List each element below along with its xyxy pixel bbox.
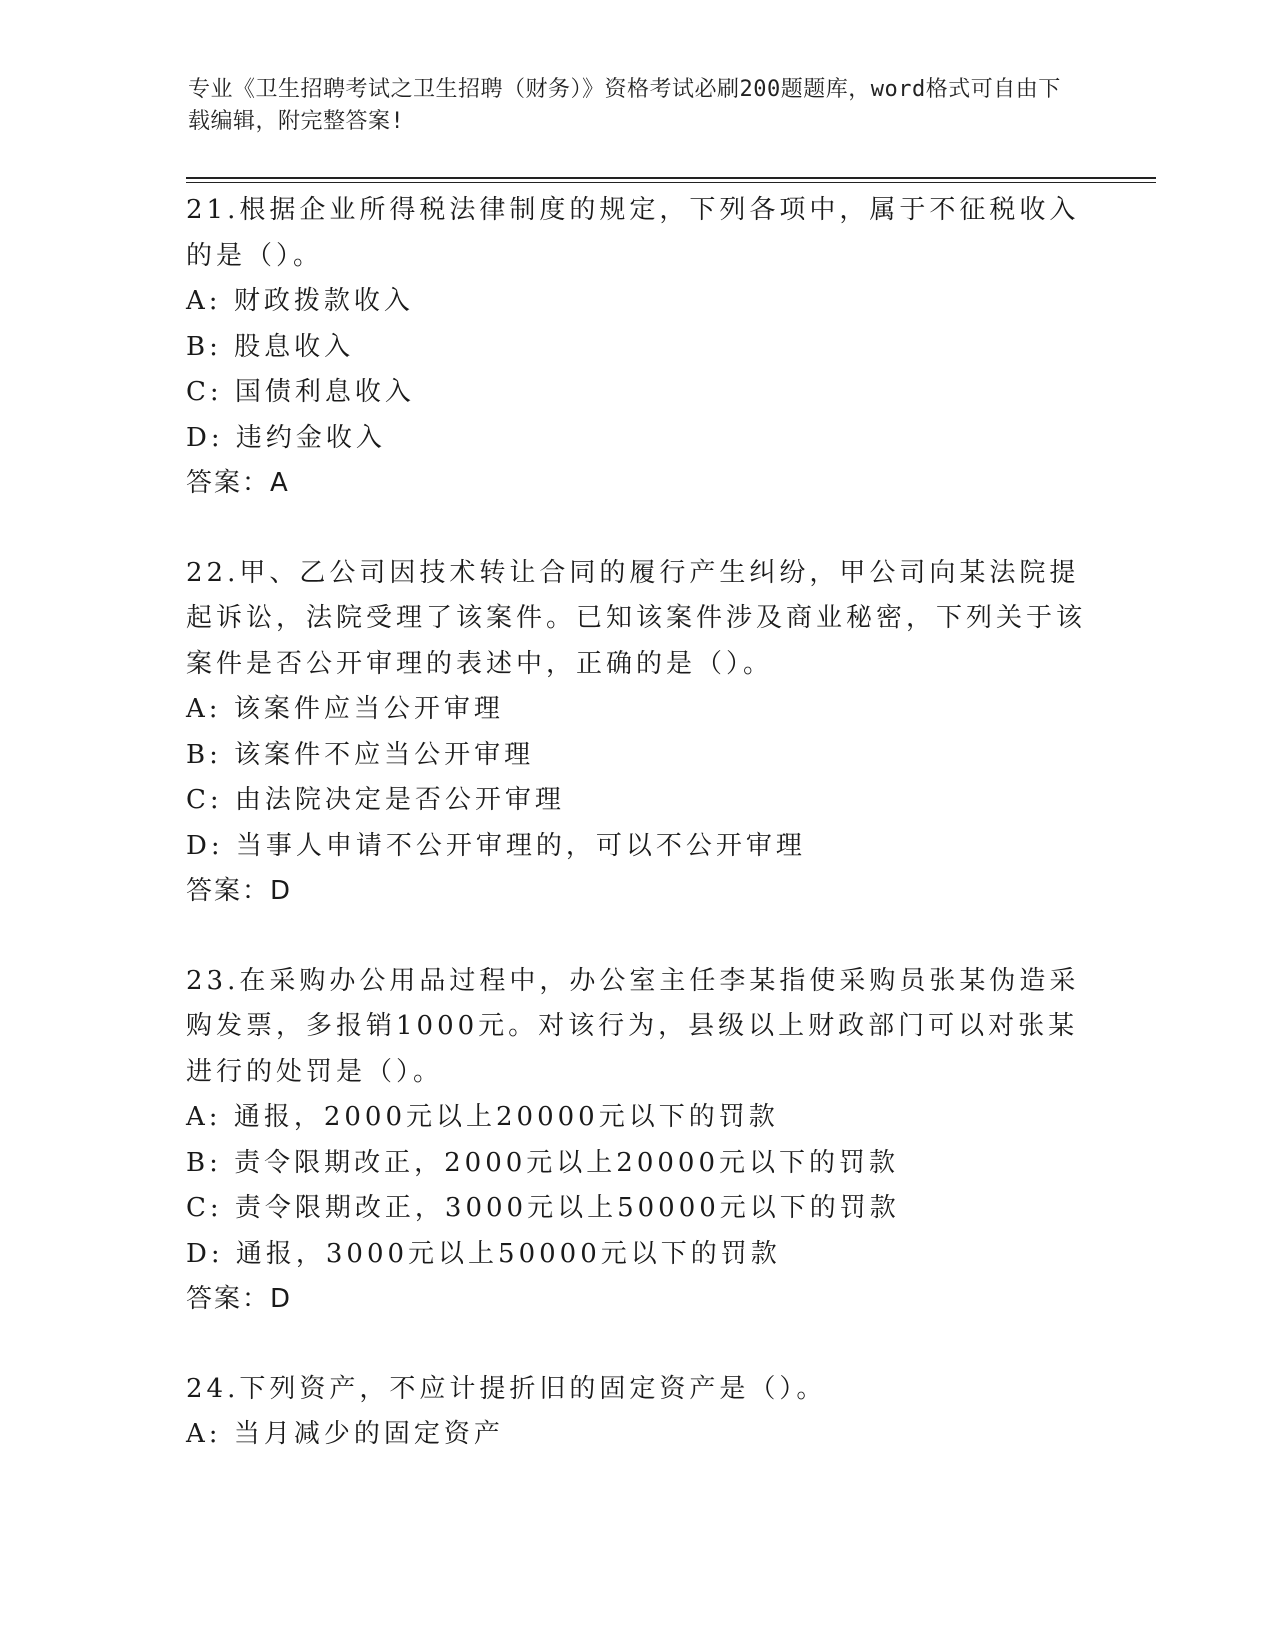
question-number: 22.	[186, 557, 240, 588]
option-text: 财政拨款收入	[233, 286, 414, 316]
answer-value: D	[270, 876, 293, 906]
option-c	[186, 1186, 1086, 1232]
question-text: 下列资产，不应计提折旧的固定资产是（）。	[239, 1373, 827, 1404]
option-key: B:	[186, 331, 222, 362]
option-c	[186, 370, 1086, 416]
option-a	[186, 687, 1086, 733]
question-stem	[186, 188, 1086, 279]
option-text: 由法院决定是否公开审理	[234, 785, 565, 815]
answer-line	[186, 1277, 1086, 1323]
question-stem	[186, 1367, 1086, 1413]
option-d	[186, 824, 1086, 870]
question-stem	[186, 959, 1086, 1096]
option-key: A:	[186, 694, 222, 724]
option-key: D:	[186, 422, 224, 453]
option-text: 当事人申请不公开审理的，可以不公开审理	[235, 830, 806, 861]
option-key: A:	[186, 286, 222, 316]
question-number: 21.	[186, 195, 240, 225]
option-text: 国债利息收入	[234, 377, 415, 407]
option-key: D:	[186, 830, 224, 861]
option-text: 当月减少的固定资产	[233, 1419, 504, 1449]
option-text: 违约金收入	[235, 422, 386, 453]
option-a	[186, 279, 1086, 325]
answer-value: D	[270, 1284, 293, 1314]
option-b	[186, 733, 1086, 779]
option-text: 该案件不应当公开审理	[234, 739, 535, 770]
header-divider-thin	[186, 182, 1156, 183]
option-a	[186, 1412, 1086, 1458]
option-key: C:	[186, 377, 223, 407]
option-b	[186, 1141, 1086, 1187]
question-number: 23.	[186, 965, 240, 996]
option-key: D:	[186, 1238, 224, 1269]
option-key: A:	[186, 1102, 222, 1132]
option-key: A:	[186, 1419, 222, 1449]
question-text: 根据企业所得税法律制度的规定，下列各项中，属于不征税收入的是（）。	[186, 195, 1080, 271]
question-stem	[186, 551, 1086, 688]
option-key: B:	[186, 739, 222, 770]
answer-label: 答案：	[186, 876, 271, 906]
question-number: 24.	[186, 1373, 240, 1404]
option-text: 通报，3000元以上50000元以下的罚款	[235, 1238, 781, 1269]
option-text: 责令限期改正，3000元以上50000元以下的罚款	[234, 1193, 900, 1223]
option-text: 该案件应当公开审理	[233, 694, 504, 724]
option-text: 通报，2000元以上20000元以下的罚款	[233, 1102, 779, 1132]
option-d	[186, 1232, 1086, 1278]
header-divider	[186, 177, 1156, 179]
document-header: 专业《卫生招聘考试之卫生招聘（财务）》资格考试必刷200题题库，word格式可自由下载编辑，附完整答案!	[188, 77, 1061, 134]
answer-line	[186, 869, 1086, 915]
option-text: 责令限期改正，2000元以上20000元以下的罚款	[234, 1147, 900, 1178]
answer-label: 答案：	[186, 1284, 271, 1314]
option-b	[186, 325, 1086, 371]
question-list	[186, 188, 1086, 1458]
answer-label: 答案：	[186, 468, 271, 498]
question-23	[186, 959, 1086, 1323]
answer-line	[186, 461, 1086, 507]
option-key: B:	[186, 1147, 222, 1178]
answer-value: A	[270, 468, 290, 498]
option-key: C:	[186, 785, 223, 815]
option-c	[186, 778, 1086, 824]
question-text: 甲、乙公司因技术转让合同的履行产生纠纷，甲公司向某法院提起诉讼，法院受理了该案件。已知该案件涉及商业秘密，下列关于该案件是否公开审理的表述中，正确的是（）。	[186, 557, 1087, 679]
question-21	[186, 188, 1086, 507]
question-24	[186, 1367, 1086, 1458]
option-text: 股息收入	[234, 331, 355, 362]
option-key: C:	[186, 1193, 223, 1223]
option-a	[186, 1095, 1086, 1141]
question-text: 在采购办公用品过程中，办公室主任李某指使采购员张某伪造采购发票，多报销1000元。对该行为，县级以上财政部门可以对张某进行的处罚是（）。	[186, 965, 1080, 1087]
option-d	[186, 416, 1086, 462]
question-22	[186, 551, 1086, 915]
